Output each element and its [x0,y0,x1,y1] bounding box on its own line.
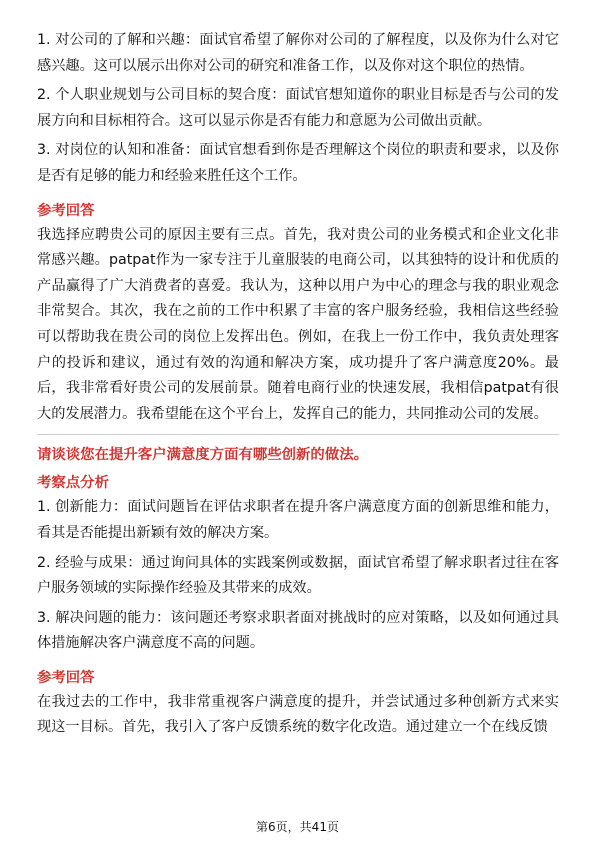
section1-point-1: 1. 对公司的了解和兴趣：面试官希望了解你对公司的了解程度，以及你为什么对它感兴趣。这可以展示出你对公司的研究和准备工作，以及你对这个职位的热情。 [37,32,559,74]
section1-answer-label: 参考回答 [37,202,95,219]
section-divider [37,434,559,435]
section2-answer-text: 在我过去的工作中，我非常重视客户满意度的提升，并尝试通过多种创新方式来实现这一目标。首先，我引入了客户反馈系统的数字化改造。通过建立一个在线反馈 [37,693,559,736]
section1-point-3: 3. 对岗位的认知和准备：面试官想看到你是否理解这个岗位的职责和要求，以及你是否有足够的能力和经验来胜任这个工作。 [37,142,559,184]
section2-answer-label: 参考回答 [37,669,95,686]
document-page [37,28,559,741]
section1-point-2: 2. 个人职业规划与公司目标的契合度：面试官想知道你的职业目标是否与公司的发展方向和目标相符合。这可以显示你是否有能力和意愿为公司做出贡献。 [37,87,559,129]
section2-point-1: 1. 创新能力：面试问题旨在评估求职者在提升客户满意度方面的创新思维和能力，看其是否能提出新颖有效的解决方案。 [37,499,559,541]
section1-answer-text: 我选择应聘贵公司的原因主要有三点。首先，我对贵公司的业务模式和企业文化非常感兴趣。patpat作为一家专注于儿童服装的电商公司，以其独特的设计和优质的产品赢得了广大消费者的喜爱。我认为，这种以用户为中心的理念与我的职业观念非常契合。其次，我在之前的工作中积累了丰富的客户服务经验，我相信这些经验可以帮助我在贵公司的岗位上发挥出色。例如，在我上一份工作中，我负责处理客户的投诉和建议，通过有效的沟通和解决方案，成功提升了客户满意度20%。最后，我非常看好贵公司的发展前景。随着电商行业的快速发展，我相信patpat有很大的发展潜力。我希望能在这个平台上，发挥自己的能力，共同推动公司的发展。 [37,226,559,422]
section2-point-2: 2. 经验与成果：通过询问具体的实践案例或数据，面试官希望了解求职者过往在客户服务领域的实际操作经验及其带来的成效。 [37,554,559,597]
section2-question: 请谈谈您在提升客户满意度方面有哪些创新的做法。 [37,447,368,464]
section2-point-3: 3. 解决问题的能力：该问题还考察求职者面对挑战时的应对策略，以及如何通过具体措施解决客户满意度不高的问题。 [37,609,559,652]
section2-analysis-label: 考察点分析 [37,475,109,492]
page-number: 第6页，共41页 [256,820,339,834]
